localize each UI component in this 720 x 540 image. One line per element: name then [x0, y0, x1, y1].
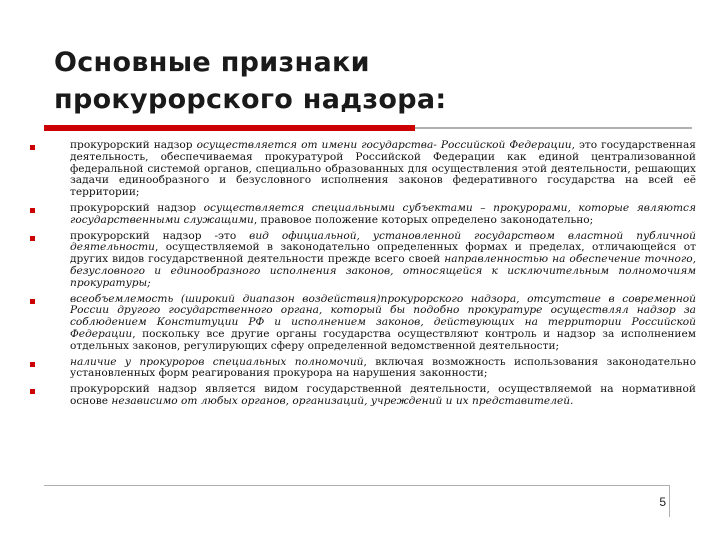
body-text: прокурорский надзор -это [70, 229, 250, 242]
body-text: прокурорский надзор является видом государственной деятельности, осуществляемой на нормативной основе [70, 383, 696, 407]
emphasis-text: осуществляется от имени государства- Российской Федерации [196, 139, 572, 151]
body-text: , это государственная деятельность, обеспечиваемая прокуратурой Российской Федерации как единой централизованной федеральной системой органов, специально образованных для осуществления этой деятельности, решающих задачи единообразного и безусловного исполнения законов федеративного государства на всей её территории; [70, 139, 696, 199]
page-number: 5 [659, 495, 666, 509]
bullet-icon [30, 299, 35, 304]
footer-rule-vertical [669, 485, 670, 517]
emphasis-text: осуществляется специальными субъектами – прокурорами, которые являются государственными служащими [70, 201, 697, 226]
list-item-text [70, 231, 696, 290]
list-item [26, 203, 696, 227]
list-item-text [70, 384, 696, 408]
footer-rule [44, 485, 670, 486]
bullet-list [26, 140, 696, 412]
bullet-icon [30, 236, 35, 241]
title-line-2: прокурорского надзора: [54, 84, 447, 115]
emphasis-text: наличие у прокуроров специальных полномочий [70, 355, 364, 368]
emphasis-text: вид официальной, установленной государством властной публичной деятельности [70, 229, 696, 254]
emphasis-text: независимо от любых органов, организаций, учреждений и их представителей. [111, 394, 574, 407]
body-text: , осуществляемой в законодательно определенных формах и пределах, отличающейся от других видов государственной деятельности прежде всего своей [70, 241, 696, 266]
list-item-text [70, 294, 696, 353]
list-item [26, 384, 696, 408]
list-item-text [70, 203, 696, 227]
body-text: , поскольку все другие органы государства осуществляют контроль и надзор за исполнением отдельных законов, регулирующих сферу определенной ведомственной деятельности; [70, 327, 696, 352]
bullet-icon [30, 389, 35, 394]
body-text: , правовое положение которых определено законодательно; [253, 213, 594, 226]
slide-title [54, 44, 614, 118]
body-text: прокурорский надзор [70, 139, 197, 151]
list-item [26, 231, 696, 290]
bullet-icon [30, 145, 35, 150]
title-line-1: Основные признаки [54, 47, 370, 78]
list-item-text [70, 357, 696, 381]
title-underline-rule [415, 127, 692, 129]
bullet-icon [30, 362, 35, 367]
body-text: прокурорский надзор [70, 201, 204, 214]
bullet-icon [30, 208, 35, 213]
list-item-text [70, 140, 696, 199]
title-underline-accent [44, 125, 415, 131]
emphasis-text: направленностью на обеспечение точного, безусловного и единообразного исполнения законов, относящейся к исключительным полномочиям прокуратуры; [70, 253, 697, 289]
list-item [26, 140, 696, 199]
list-item [26, 294, 696, 353]
body-text: , включая возможность использования законодательно установленных форм реагирования прокурора на нарушения законности; [70, 355, 696, 380]
list-item [26, 357, 696, 381]
emphasis-text: всеобъемлемость (широкий диапазон воздействия)прокурорского надзора, отсутствие в современной России другого государственного органа, который бы подобно прокуратуре осуществлял надзор за соблюдением Конституции РФ и исполнением законов, действующих на территории Российской Федерации [70, 292, 696, 340]
